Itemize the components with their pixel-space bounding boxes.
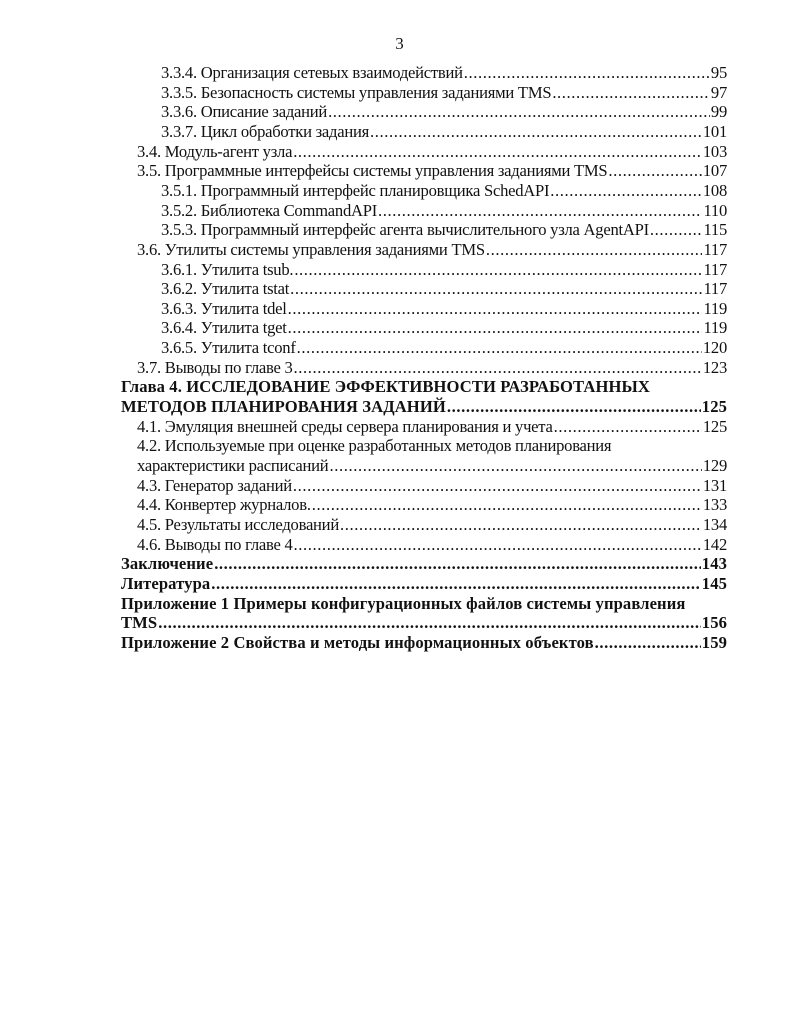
toc-entry-line — [121, 594, 685, 614]
toc-page-number: 99 — [710, 102, 727, 122]
dot-leader — [378, 201, 702, 221]
toc-entry-title: 3.4. Модуль-агент узла — [137, 141, 293, 161]
dot-leader — [294, 260, 702, 280]
toc-entry[interactable] — [161, 63, 727, 83]
toc-page-number: 156 — [701, 613, 727, 633]
toc-entry[interactable] — [121, 633, 727, 653]
dot-leader — [486, 240, 703, 260]
dot-leader — [312, 495, 702, 515]
toc-page-number: 129 — [702, 456, 727, 475]
toc-entry[interactable] — [161, 260, 727, 280]
toc-entry[interactable] — [137, 535, 727, 555]
toc-page-number: 142 — [702, 534, 727, 554]
toc-entry[interactable] — [161, 220, 727, 240]
toc-entry[interactable] — [161, 201, 727, 221]
dot-leader — [329, 456, 701, 476]
toc-page-number: 95 — [710, 63, 727, 82]
toc-entry[interactable] — [137, 358, 727, 378]
toc-entry-title: 3.3.5. Безопасность системы управления заданиями TMS — [161, 82, 552, 102]
dot-leader — [554, 417, 702, 437]
toc-page-number: 97 — [710, 82, 727, 102]
toc-entry-title: 3.6.3. Утилита tdel — [161, 298, 287, 318]
dot-leader — [328, 102, 710, 122]
dot-leader — [552, 83, 710, 103]
toc-entry-title: 3.6.1. Утилита tsub. — [161, 259, 294, 279]
toc-entry-title: 4.2. Используемые при оценке разработанных методов планирования — [137, 436, 612, 456]
toc-page-number: 125 — [702, 416, 727, 436]
toc-entry[interactable] — [137, 142, 727, 162]
toc-entry-title: Приложение 1 Примеры конфигурационных файлов системы управления — [121, 593, 686, 613]
toc-entry-title: 3.3.6. Описание заданий — [161, 102, 328, 122]
dot-leader — [158, 613, 701, 633]
dot-leader — [447, 397, 701, 417]
page-number: 3 — [395, 34, 404, 53]
toc-page-number: 134 — [702, 514, 727, 534]
toc-entry-title: 4.5. Результаты исследований — [137, 514, 339, 534]
toc-page-number: 117 — [703, 259, 727, 279]
dot-leader — [293, 476, 702, 496]
toc-entry-title: 3.6.2. Утилита tstat — [161, 279, 290, 299]
toc-page-number: 120 — [702, 338, 727, 358]
toc-entry-title: 4.1. Эмуляция внешней среды сервера планирования и учета — [137, 416, 553, 436]
toc-entry-title: 3.6. Утилиты системы управления заданиями TMS — [137, 239, 485, 259]
toc-entry[interactable] — [161, 318, 727, 338]
dot-leader — [214, 554, 701, 574]
toc-entry-title: 3.5.1. Программный интерфейс планировщика SchedAPI — [161, 180, 550, 200]
toc-entry-title: 3.3.7. Цикл обработки задания — [161, 121, 369, 141]
toc-entry-title-continued: МЕТОДОВ ПЛАНИРОВАНИЯ ЗАДАНИЙ — [121, 397, 446, 417]
toc-page-number: 101 — [702, 121, 727, 141]
toc-page-number: 143 — [701, 554, 727, 574]
toc-entry[interactable] — [161, 181, 727, 201]
dot-leader — [608, 161, 701, 181]
toc-page-number: 159 — [701, 632, 727, 652]
toc-page-number: 119 — [703, 298, 727, 318]
toc-entry-title: 3.3.4. Организация сетевых взаимодействий — [161, 63, 463, 82]
toc-entry[interactable] — [137, 495, 727, 515]
dot-leader — [211, 574, 701, 594]
toc-entry[interactable] — [137, 456, 727, 476]
toc-entry[interactable] — [161, 299, 727, 319]
dot-leader — [294, 358, 702, 378]
toc-entry-title: 4.4. Конвертер журналов. — [137, 495, 311, 515]
toc-entry[interactable] — [137, 515, 727, 535]
dot-leader — [297, 338, 702, 358]
dot-leader — [550, 181, 702, 201]
toc-entry-title: 4.3. Генератор заданий — [137, 475, 292, 495]
toc-entry[interactable] — [161, 102, 727, 122]
dot-leader — [464, 63, 710, 83]
toc-entry-line — [121, 377, 650, 397]
toc-page-number: 145 — [701, 573, 727, 593]
toc-entry-title: 3.5.3. Программный интерфейс агента вычислительного узла AgentAPI — [161, 220, 649, 240]
toc-entry[interactable] — [121, 574, 727, 594]
toc-page-number: 117 — [703, 279, 727, 299]
toc-entry-line — [137, 436, 611, 456]
toc-entry-title: Глава 4. ИССЛЕДОВАНИЕ ЭФФЕКТИВНОСТИ РАЗРАБОТАННЫХ — [121, 377, 650, 397]
toc-entry[interactable] — [161, 122, 727, 142]
toc-entry[interactable] — [121, 554, 727, 574]
toc-entry[interactable] — [161, 338, 727, 358]
dot-leader — [340, 515, 702, 535]
toc-entry-title: 3.5. Программные интерфейсы системы управления заданиями TMS — [137, 161, 608, 181]
toc-page-number: 123 — [702, 357, 727, 377]
toc-entry-title: 3.6.5. Утилита tconf — [161, 338, 296, 358]
toc-page-number: 115 — [703, 220, 727, 240]
toc-entry-title: 3.7. Выводы по главе 3 — [137, 357, 293, 377]
toc-page-number: 125 — [701, 397, 727, 417]
toc-entry[interactable] — [137, 240, 727, 260]
toc-entry-title-continued: характеристики расписаний — [137, 456, 329, 475]
toc-entry-title-continued: TMS — [121, 613, 158, 633]
dot-leader — [288, 299, 703, 319]
dot-leader — [650, 220, 703, 240]
toc-page-number: 131 — [702, 475, 727, 495]
toc-entry[interactable] — [137, 476, 727, 496]
toc-entry-title: Литература — [121, 573, 211, 593]
toc-entry[interactable] — [137, 161, 727, 181]
toc-page-number: 107 — [702, 161, 727, 181]
toc-page-number: 110 — [703, 200, 727, 220]
dot-leader — [288, 318, 703, 338]
dot-leader — [290, 279, 702, 299]
dot-leader — [370, 122, 702, 142]
toc-entry-title: 3.6.4. Утилита tget — [161, 318, 287, 338]
toc-page-number: 103 — [702, 141, 727, 161]
toc-entry-title: Приложение 2 Свойства и методы информационных объектов — [121, 632, 594, 652]
toc-page-number: 133 — [702, 495, 727, 515]
toc-entry[interactable] — [137, 417, 727, 437]
toc-page-number: 117 — [703, 239, 727, 259]
toc-entry[interactable] — [161, 83, 727, 103]
dot-leader — [294, 535, 702, 555]
dot-leader — [595, 633, 701, 653]
toc-entry-title: 3.5.2. Библиотека CommandAPI — [161, 200, 377, 220]
dot-leader — [293, 142, 702, 162]
toc-entry[interactable] — [161, 279, 727, 299]
toc-page-number: 108 — [702, 180, 727, 200]
toc-page-number: 119 — [703, 318, 727, 338]
toc-entry-title: 4.6. Выводы по главе 4 — [137, 534, 293, 554]
toc-entry[interactable] — [121, 397, 727, 417]
toc-entry-title: Заключение — [121, 554, 214, 574]
toc-entry[interactable] — [121, 613, 727, 633]
